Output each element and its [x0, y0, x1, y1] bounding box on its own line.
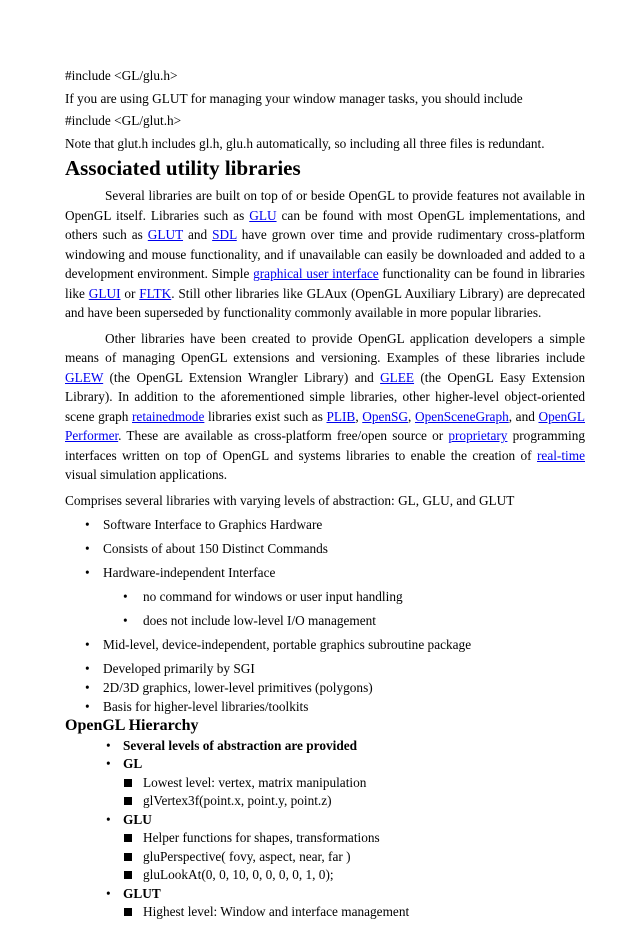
list-item-text: 2D/3D graphics, lower-level primitives (polygons) — [103, 679, 373, 695]
opengl-bullet-list — [65, 515, 585, 582]
bullet-icon: • — [106, 885, 111, 901]
bullet-icon: • — [106, 737, 111, 753]
list-item — [65, 515, 585, 534]
hierarchy-subitem — [65, 848, 585, 867]
text-run: libraries exist such as — [204, 408, 327, 424]
list-item — [65, 635, 585, 654]
link-glee[interactable]: GLEE — [380, 369, 415, 385]
list-item — [65, 587, 585, 606]
text-run: . These are available as cross-platform free/open source or — [118, 428, 449, 443]
hierarchy-item-glut — [65, 885, 585, 904]
link-plib[interactable]: PLIB — [326, 408, 356, 424]
redundancy-note-line: Note that glut.h includes gl.h, glu.h automatically, so including all three files is redundant. — [65, 135, 545, 151]
square-bullet-icon — [124, 797, 132, 805]
text-run: (the OpenGL Extension Wrangler Library) and — [103, 369, 381, 385]
list-item-text: does not include low-level I/O management — [143, 612, 376, 628]
section-heading-utility-libraries: Associated utility libraries — [65, 156, 301, 180]
square-bullet-icon — [124, 779, 132, 787]
bullet-icon: • — [85, 679, 90, 695]
hierarchy-subitem-text: gluPerspective( fovy, aspect, near, far ) — [143, 848, 351, 864]
hierarchy-subitem — [65, 829, 585, 848]
link-glew[interactable]: GLEW — [65, 369, 104, 385]
opengl-sub-bullet-list — [65, 587, 585, 630]
bullet-icon: • — [85, 660, 90, 676]
summary-line: Comprises several libraries with varying levels of abstraction: GL, GLU, and GLUT — [65, 492, 515, 508]
list-item — [65, 697, 585, 716]
hierarchy-subitem — [65, 792, 585, 811]
bullet-icon: • — [85, 698, 90, 714]
opengl-bullet-list-continued — [65, 635, 585, 716]
hierarchy-subitem-text: Helper functions for shapes, transformations — [143, 830, 380, 845]
hierarchy-item-text: GLUT — [123, 885, 161, 901]
glut-note-line: If you are using GLUT for managing your window manager tasks, you should include — [65, 90, 523, 106]
hierarchy-subitem-text: gluLookAt(0, 0, 10, 0, 0, 0, 0, 1, 0); — [143, 867, 334, 882]
list-item-text: Consists of about 150 Distinct Commands — [103, 540, 328, 556]
document-page — [65, 66, 585, 922]
text-run: can be found with most OpenGL implementations, and others such as — [65, 207, 585, 242]
include-glu-line: #include <GL/glu.h> — [65, 68, 178, 83]
list-item-text: Mid-level, device-independent, portable graphics subroutine package — [103, 636, 472, 652]
text-run: and — [183, 227, 213, 242]
list-item-text: Software Interface to Graphics Hardware — [103, 516, 323, 532]
hierarchy-subitem-text: Lowest level: vertex, matrix manipulation — [143, 774, 367, 790]
square-bullet-icon — [124, 871, 132, 879]
list-item — [65, 678, 585, 697]
hierarchy-item-text: Several levels of abstraction are provided — [123, 737, 358, 753]
text-run: functionality can be found in libraries like — [65, 266, 585, 301]
list-item-text: Developed primarily by SGI — [103, 660, 255, 676]
link-retainedmode[interactable]: retainedmode — [132, 408, 205, 424]
hierarchy-item-glu — [65, 811, 585, 830]
text-run: or — [120, 285, 140, 301]
hierarchy-subitem — [65, 866, 585, 885]
text-run: . Still other libraries like GLAux (OpenGL Auxiliary Library) are deprecated and have been superseded by functionality commonly available in more popular libraries. — [65, 285, 586, 320]
text-run: programming interfaces written on top of OpenGL and systems libraries to enable the creation of — [65, 428, 585, 463]
link-real-time[interactable]: real-time — [537, 447, 585, 463]
paragraph-utility-libraries — [65, 186, 585, 323]
square-bullet-icon — [124, 908, 132, 916]
text-run: , — [408, 408, 415, 424]
text-run: Other libraries have been created to provide OpenGL application developers a simple means of managing OpenGL extensions and versioning. Examples of these libraries include — [65, 330, 585, 365]
link-opengl-performer[interactable]: OpenGL Performer — [65, 408, 585, 443]
include-glut-line: #include <GL/glut.h> — [65, 113, 182, 128]
list-item — [65, 659, 585, 678]
bullet-icon: • — [123, 612, 128, 628]
bullet-icon: • — [123, 588, 128, 604]
bullet-icon: • — [106, 756, 111, 771]
link-glu[interactable]: GLU — [249, 207, 277, 223]
hierarchy-subitem-text: glVertex3f(point.x, point.y, point.z) — [143, 793, 332, 808]
text-run: Several libraries are built on top of or beside OpenGL to provide features not available in OpenGL itself. Libraries such as — [65, 188, 585, 223]
bullet-icon: • — [85, 636, 90, 652]
link-glut[interactable]: GLUT — [147, 227, 184, 242]
link-glui[interactable]: GLUI — [88, 285, 121, 301]
text-run: , — [355, 408, 363, 424]
link-opensg[interactable]: OpenSG — [362, 408, 409, 424]
list-item-text: no command for windows or user input handling — [143, 588, 403, 604]
paragraph-extension-libraries — [65, 329, 585, 485]
section-heading-opengl-hierarchy: OpenGL Hierarchy — [65, 716, 199, 734]
link-graphical-user-interface[interactable]: graphical user interface — [253, 266, 379, 281]
bullet-icon: • — [85, 516, 90, 532]
list-item — [65, 539, 585, 558]
opengl-hierarchy-list — [65, 737, 585, 922]
hierarchy-item-text: GLU — [123, 811, 152, 827]
hierarchy-item-gl — [65, 755, 585, 774]
hierarchy-subitem-text: Highest level: Window and interface management — [143, 904, 410, 919]
text-run: (the OpenGL Easy Extension Library). In addition to the aforementioned simple libraries, other higher-level object-oriented scene graph — [65, 369, 585, 424]
hierarchy-item — [65, 737, 585, 756]
square-bullet-icon — [124, 834, 132, 842]
bullet-icon: • — [85, 564, 90, 580]
text-run: have grown over time and provide rudimentary cross-platform windowing and mouse functionality, and if unavailable can easily be downloaded and added to a development environment. Simple — [65, 227, 585, 281]
hierarchy-subitem — [65, 903, 585, 922]
text-run: visual simulation applications. — [65, 467, 228, 482]
text-run: , and — [508, 408, 539, 424]
square-bullet-icon — [124, 853, 132, 861]
list-item — [65, 563, 585, 582]
list-item-text: Basis for higher-level libraries/toolkits — [103, 698, 309, 714]
link-sdl[interactable]: SDL — [212, 227, 237, 242]
list-item-text: Hardware-independent Interface — [103, 564, 276, 580]
hierarchy-subitem — [65, 774, 585, 793]
link-openscenegraph[interactable]: OpenSceneGraph — [414, 408, 509, 424]
link-proprietary[interactable]: proprietary — [448, 428, 508, 443]
bullet-icon: • — [85, 540, 90, 556]
bullet-icon: • — [106, 811, 111, 827]
list-item — [65, 611, 585, 630]
link-fltk[interactable]: FLTK — [139, 285, 172, 301]
hierarchy-item-text: GL — [123, 756, 143, 771]
